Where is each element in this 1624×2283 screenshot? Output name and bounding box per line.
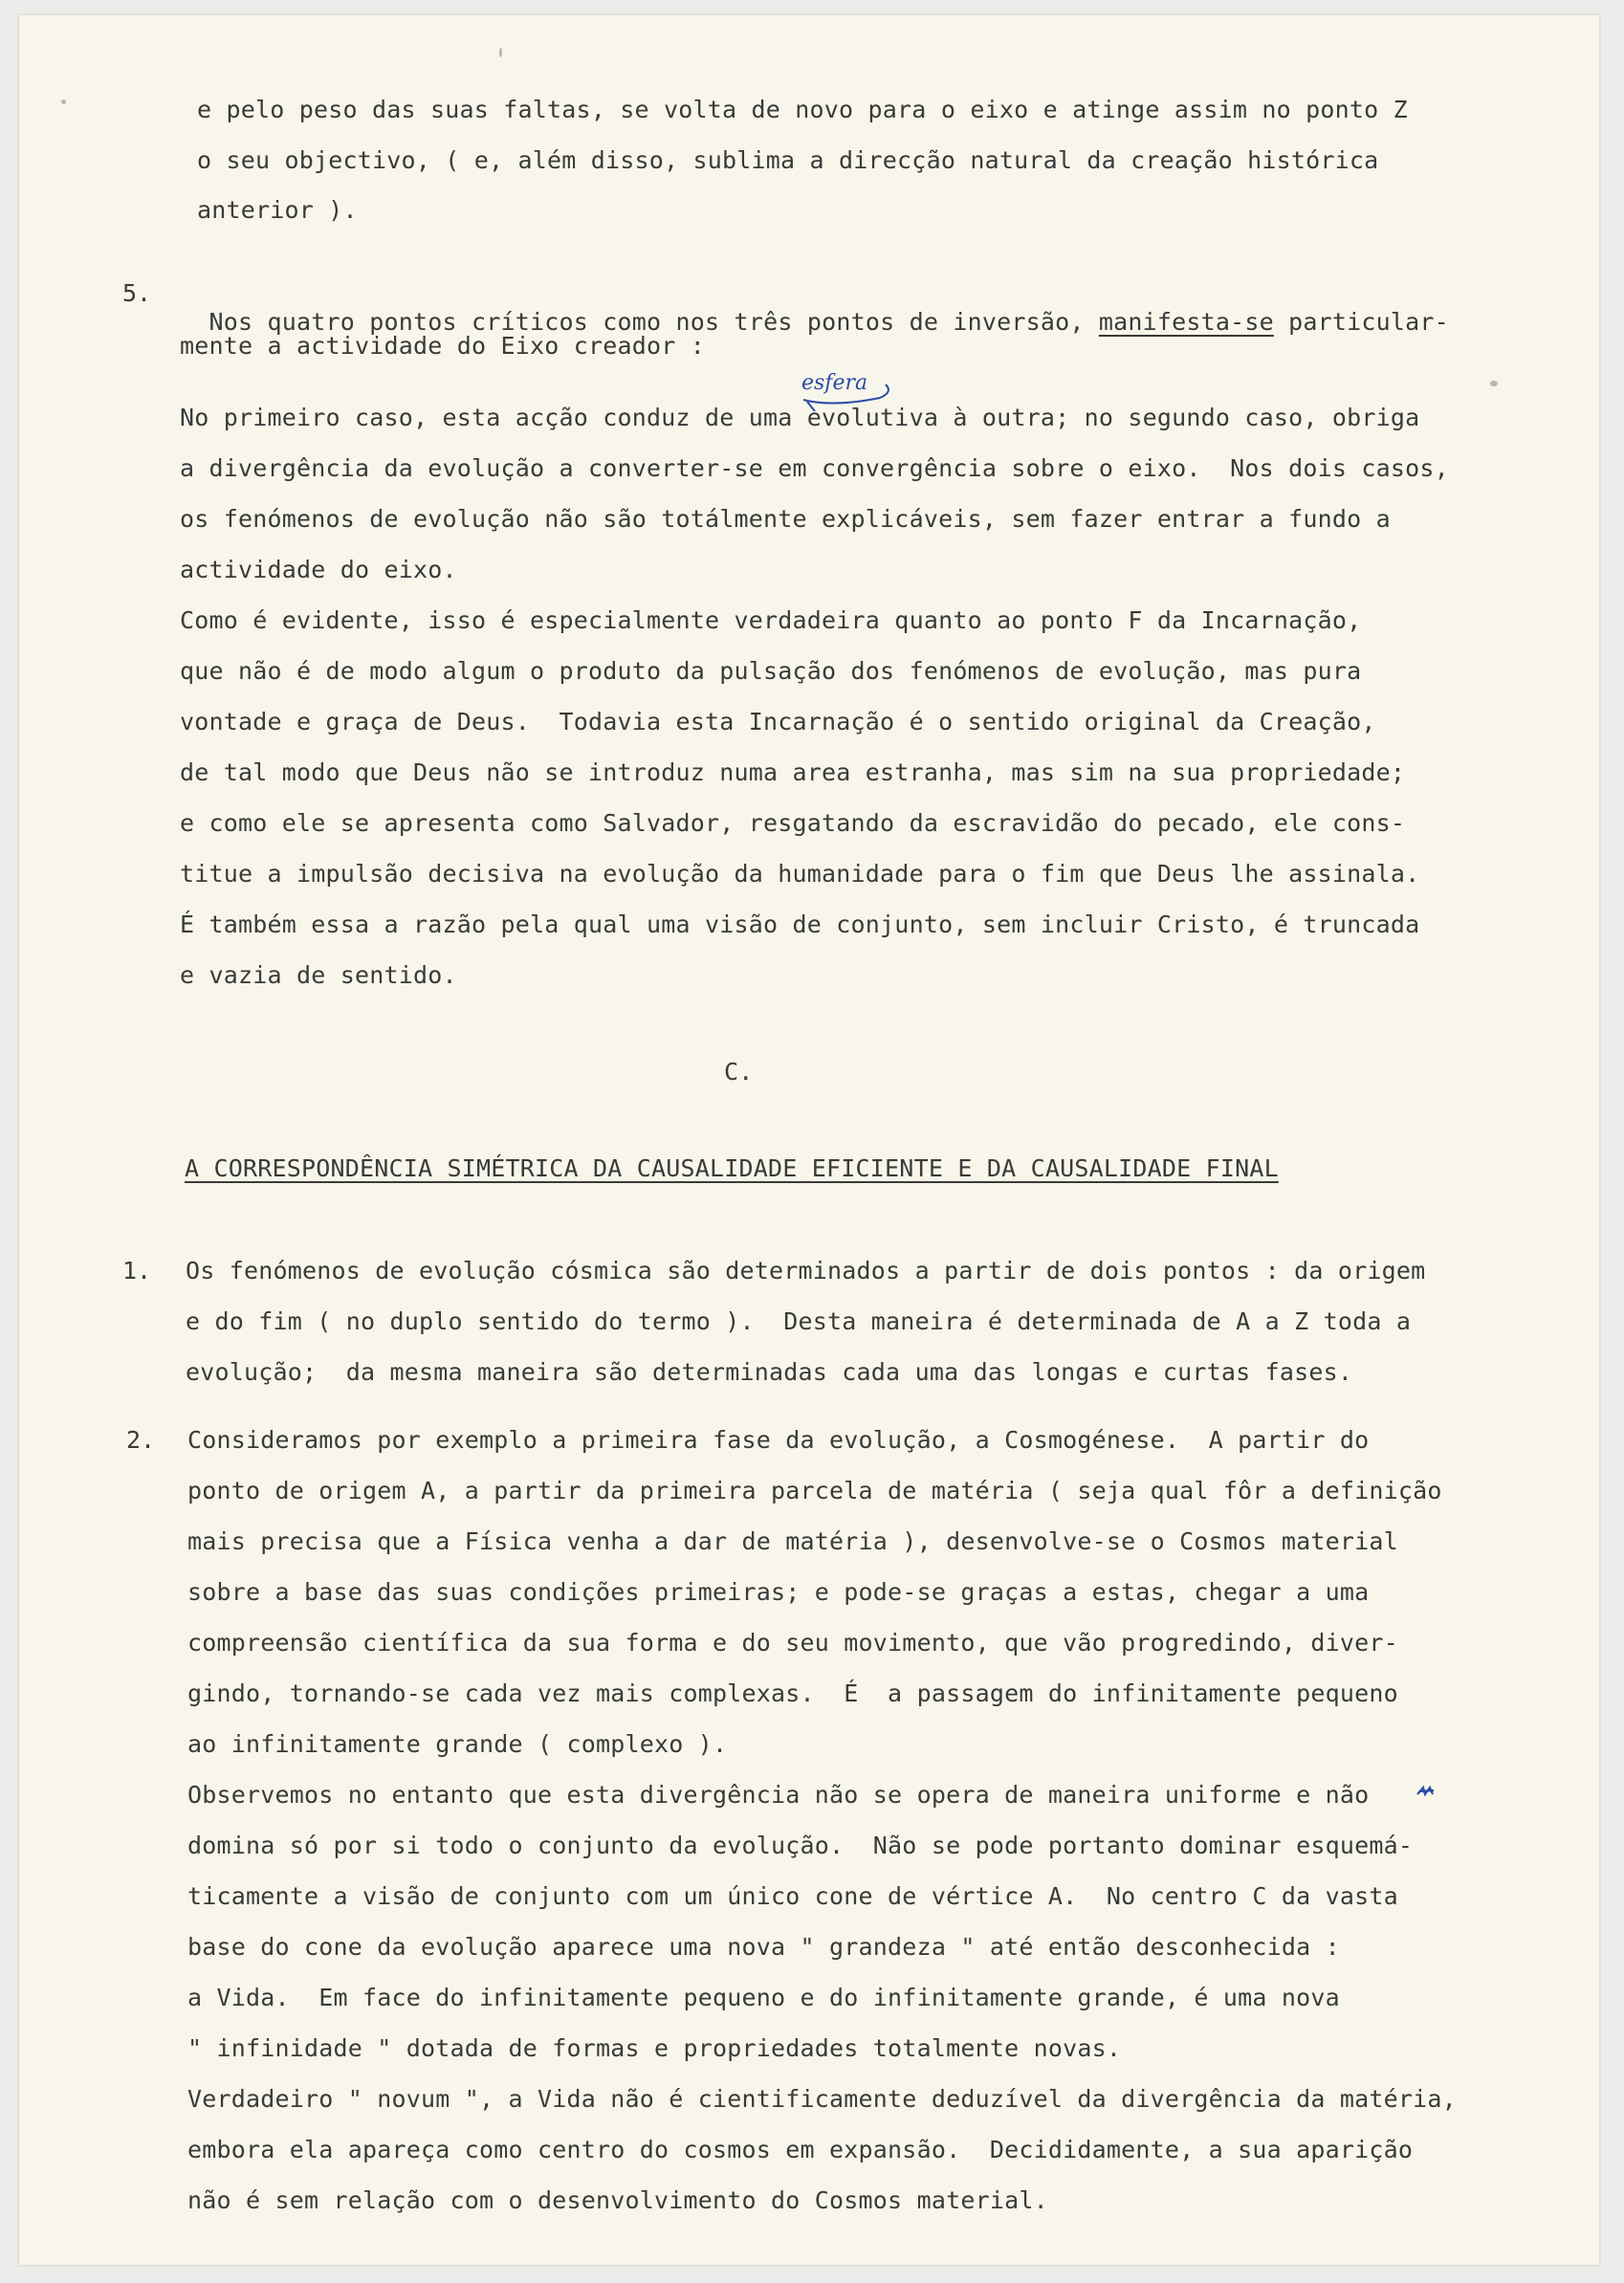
text-line: ticamente a visão de conjunto com um único cone de vértice A. No centro C da vasta bbox=[187, 1882, 1398, 1910]
text-segment: particular- bbox=[1288, 308, 1449, 336]
text-line: e vazia de sentido. bbox=[180, 961, 457, 989]
ink-scribble-icon bbox=[1416, 1785, 1437, 1798]
text-line: e do fim ( no duplo sentido do termo ). Desta maneira é determinada de A a Z toda a bbox=[186, 1307, 1412, 1335]
text-line: Observemos no entanto que esta divergência não se opera de maneira uniforme e não bbox=[187, 1781, 1370, 1809]
paper-speck bbox=[499, 48, 502, 57]
text-line: e pelo peso das suas faltas, se volta de novo para o eixo e atinge assim no ponto Z bbox=[197, 96, 1408, 123]
handwritten-annotation: esfera bbox=[801, 371, 868, 395]
text-line: gindo, tornando-se cada vez mais complexas. É a passagem do infinitamente pequeno bbox=[187, 1679, 1398, 1707]
text-line: actividade do eixo. bbox=[180, 556, 457, 583]
text-line: Consideramos por exemplo a primeira fase da evolução, a Cosmogénese. A partir do bbox=[187, 1426, 1370, 1454]
item-number: 2. bbox=[126, 1426, 156, 1454]
text-line: mente a actividade do Eixo creador : bbox=[180, 332, 706, 360]
text-line: sobre a base das suas condições primeiras; e pode-se graças a estas, chegar a uma bbox=[187, 1578, 1370, 1606]
item-number: 5. bbox=[122, 279, 152, 307]
text-line: a divergência da evolução a converter-se em convergência sobre o eixo. Nos dois casos, bbox=[180, 454, 1449, 482]
text-line: ao infinitamente grande ( complexo ). bbox=[187, 1730, 728, 1758]
paper-speck bbox=[61, 99, 66, 104]
text-line: mais precisa que a Física venha a dar de matéria ), desenvolve-se o Cosmos material bbox=[187, 1527, 1398, 1555]
item-number: 1. bbox=[122, 1257, 152, 1284]
text-line: No primeiro caso, esta acção conduz de uma evolutiva à outra; no segundo caso, obriga bbox=[180, 404, 1420, 431]
text-line: É também essa a razão pela qual uma visão de conjunto, sem incluir Cristo, é truncada bbox=[180, 911, 1420, 938]
text-line: não é sem relação com o desenvolvimento do Cosmos material. bbox=[187, 2186, 1048, 2214]
section-title: A CORRESPONDÊNCIA SIMÉTRICA DA CAUSALIDADE EFICIENTE E DA CAUSALIDADE FINAL bbox=[185, 1154, 1279, 1182]
text-line: a Vida. Em face do infinitamente pequeno e do infinitamente grande, é uma nova bbox=[187, 1984, 1340, 2011]
text-line: os fenómenos de evolução não são totálmente explicáveis, sem fazer entrar a fundo a bbox=[180, 505, 1391, 533]
text-line: evolução; da mesma maneira são determinadas cada uma das longas e curtas fases. bbox=[186, 1358, 1353, 1386]
section-letter: C. bbox=[724, 1058, 754, 1086]
text-line: Os fenómenos de evolução cósmica são determinados a partir de dois pontos : da origem bbox=[186, 1257, 1426, 1284]
text-line: Verdadeiro " novum ", a Vida não é cientificamente deduzível da divergência da matéria, bbox=[187, 2085, 1457, 2113]
text-line: compreensão científica da sua forma e do seu movimento, que vão progredindo, diver- bbox=[187, 1629, 1398, 1657]
text-line: " infinidade " dotada de formas e propriedades totalmente novas. bbox=[187, 2034, 1122, 2062]
paper-speck bbox=[1490, 381, 1498, 386]
text-line: o seu objectivo, ( e, além disso, sublima a direcção natural da creação histórica bbox=[197, 146, 1379, 174]
text-line: anterior ). bbox=[197, 196, 358, 224]
underlined-phrase: manifesta-se bbox=[1098, 308, 1274, 336]
text-line: domina só por si todo o conjunto da evolução. Não se pode portanto dominar esquemá- bbox=[187, 1832, 1414, 1859]
text-line: base do cone da evolução aparece uma nova " grandeza " até então desconhecida : bbox=[187, 1933, 1340, 1961]
text-line bbox=[180, 279, 1449, 337]
text-line: que não é de modo algum o produto da pulsação dos fenómenos de evolução, mas pura bbox=[180, 657, 1362, 685]
text-line: e como ele se apresenta como Salvador, resgatando da escravidão do pecado, ele cons- bbox=[180, 809, 1406, 837]
text-line: ponto de origem A, a partir da primeira parcela de matéria ( seja qual fôr a definição bbox=[187, 1477, 1442, 1504]
text-line: Como é evidente, isso é especialmente verdadeira quanto ao ponto F da Incarnação, bbox=[180, 606, 1362, 634]
text-line: embora ela apareça como centro do cosmos em expansão. Decididamente, a sua aparição bbox=[187, 2136, 1414, 2163]
text-line: de tal modo que Deus não se introduz numa area estranha, mas sim na sua propriedade; bbox=[180, 758, 1406, 786]
text-line: titue a impulsão decisiva na evolução da humanidade para o fim que Deus lhe assinala. bbox=[180, 860, 1420, 888]
text-segment: Nos quatro pontos críticos como nos três pontos de inversão, bbox=[208, 308, 1085, 336]
text-line: vontade e graça de Deus. Todavia esta Incarnação é o sentido original da Creação, bbox=[180, 708, 1376, 735]
